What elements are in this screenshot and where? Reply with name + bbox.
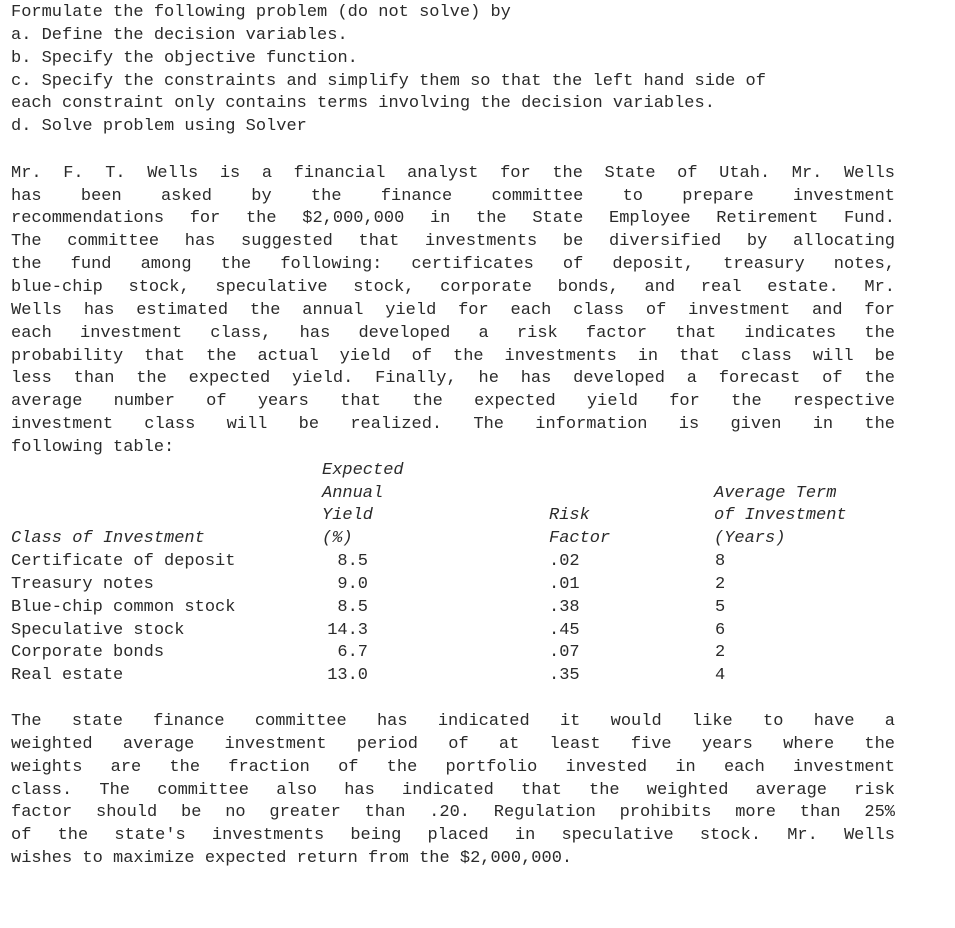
yield-value: 8.5 <box>337 552 368 571</box>
term-value: 2 <box>715 643 726 662</box>
para1-line: Mr. F. T. Wells is a financial analyst for the State of Utah. Mr. Wells <box>11 164 895 183</box>
class-name: Corporate bonds <box>11 643 165 662</box>
yield-header-line: Annual <box>322 484 384 503</box>
para1-line: average number of years that the expected yield for the respective <box>11 392 895 411</box>
instruction-intro: Formulate the following problem (do not solve) by <box>11 3 511 22</box>
term-header-line: of Investment <box>714 506 847 525</box>
para2-line: class. The committee also has indicated that the weighted average risk <box>11 781 895 800</box>
para2-line: of the state's investments being placed in speculative stock. Mr. Wells <box>11 826 895 845</box>
para1-line: has been asked by the finance committee to prepare investment <box>11 187 895 206</box>
para1-line: each investment class, has developed a risk factor that indicates the <box>11 324 895 343</box>
para2-line: The state finance committee has indicated it would like to have a <box>11 712 895 731</box>
term-value: 8 <box>715 552 726 571</box>
para1-line: recommendations for the $2,000,000 in the State Employee Retirement Fund. <box>11 209 895 228</box>
term-value: 5 <box>715 598 726 617</box>
class-name: Certificate of deposit <box>11 552 236 571</box>
yield-value: 6.7 <box>337 643 368 662</box>
risk-value: .35 <box>549 666 580 685</box>
yield-header-line: (%) <box>322 529 353 548</box>
yield-header-line: Yield <box>322 506 374 525</box>
instruction-d: d. Solve problem using Solver <box>11 117 307 136</box>
para1-line: probability that the actual yield of the investments in that class will be <box>11 347 895 366</box>
instruction-c: c. Specify the constraints and simplify them so that the left hand side of <box>11 72 766 91</box>
risk-value: .07 <box>549 643 580 662</box>
yield-value: 9.0 <box>337 575 368 594</box>
para2-line: weights are the fraction of the portfolio invested in each investment <box>11 758 895 777</box>
class-header: Class of Investment <box>11 529 205 548</box>
yield-value: 14.3 <box>327 621 368 640</box>
para1-line: investment class will be realized. The information is given in the <box>11 415 895 434</box>
para1-line: the fund among the following: certificates of deposit, treasury notes, <box>11 255 895 274</box>
term-value: 6 <box>715 621 726 640</box>
risk-value: .02 <box>549 552 580 571</box>
para1-line: following table: <box>11 438 175 457</box>
yield-value: 13.0 <box>327 666 368 685</box>
para1-line: The committee has suggested that investments be diversified by allocating <box>11 232 895 251</box>
term-value: 4 <box>715 666 726 685</box>
para2-line: wishes to maximize expected return from the $2,000,000. <box>11 849 573 868</box>
risk-value: .45 <box>549 621 580 640</box>
term-header-line: Average Term <box>714 484 837 503</box>
yield-value: 8.5 <box>337 598 368 617</box>
instruction-b: b. Specify the objective function. <box>11 49 358 68</box>
term-header-line: (Years) <box>714 529 786 548</box>
risk-value: .38 <box>549 598 580 617</box>
instruction-a: a. Define the decision variables. <box>11 26 348 45</box>
class-name: Speculative stock <box>11 621 185 640</box>
para2-line: weighted average investment period of at least five years where the <box>11 735 895 754</box>
risk-value: .01 <box>549 575 580 594</box>
class-name: Real estate <box>11 666 124 685</box>
para1-line: blue-chip stock, speculative stock, corporate bonds, and real estate. Mr. <box>11 278 895 297</box>
para2-line: factor should be no greater than .20. Regulation prohibits more than 25% <box>11 803 895 822</box>
risk-header-line: Risk <box>549 506 590 525</box>
yield-header-line: Expected <box>322 461 404 480</box>
class-name: Blue-chip common stock <box>11 598 236 617</box>
para1-line: Wells has estimated the annual yield for each class of investment and for <box>11 301 895 320</box>
para1-line: less than the expected yield. Finally, he has developed a forecast of the <box>11 369 895 388</box>
term-value: 2 <box>715 575 726 594</box>
instruction-c-cont: each constraint only contains terms involving the decision variables. <box>11 94 715 113</box>
class-name: Treasury notes <box>11 575 154 594</box>
risk-header-line: Factor <box>549 529 611 548</box>
